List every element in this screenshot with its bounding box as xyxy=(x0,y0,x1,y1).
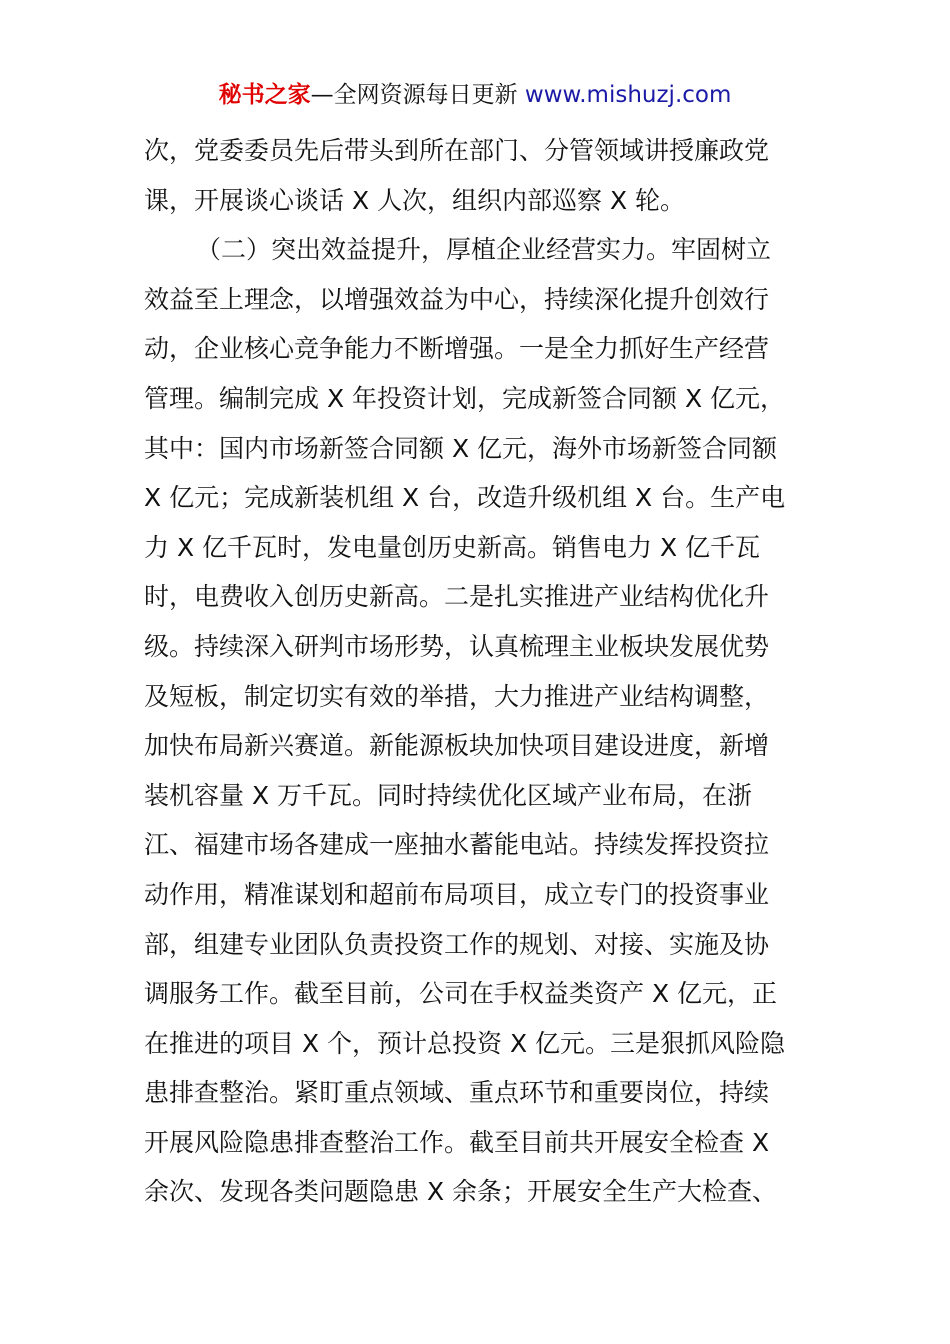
text-line: 余次、发现各类问题隐患 X 余条；开展安全生产大检查、 xyxy=(144,1177,778,1207)
header-tagline: —全网资源每日更新 xyxy=(310,82,518,108)
text-line: X 亿元；完成新装机组 X 台，改造升级机组 X 台。生产电 xyxy=(144,483,786,513)
text-line: 其中：国内市场新签合同额 X 亿元，海外市场新签合同额 xyxy=(144,433,778,463)
brand-name: 秘书之家 xyxy=(218,82,311,108)
page-header xyxy=(0,78,950,112)
text-line: 加快布局新兴赛道。新能源板块加快项目建设进度，新增 xyxy=(144,731,770,761)
document-body xyxy=(144,126,808,1217)
text-line: 调服务工作。截至目前，公司在手权益类资产 X 亿元，正 xyxy=(144,979,778,1009)
text-line: 开展风险隐患排查整治工作。截至目前共开展安全检查 X xyxy=(144,1127,770,1157)
section-heading-line: （二）突出效益提升，厚植企业经营实力。牢固树立 xyxy=(196,235,772,265)
text-line: 管理。编制完成 X 年投资计划，完成新签合同额 X 亿元， xyxy=(144,383,786,413)
text-line: 课，开展谈心谈话 X 人次，组织内部巡察 X 轮。 xyxy=(144,185,686,215)
text-line: 级。持续深入研判市场形势，认真梳理主业板块发展优势 xyxy=(144,631,770,661)
header-url[interactable]: www.mishuzj.com xyxy=(524,82,732,108)
text-line: 患排查整治。紧盯重点领域、重点环节和重要岗位，持续 xyxy=(144,1078,770,1108)
text-line: 次，党委委员先后带头到所在部门、分管领域讲授廉政党 xyxy=(144,136,770,165)
text-line: 动，企业核心竞争能力不断增强。一是全力抓好生产经营 xyxy=(144,334,770,364)
text-line: 效益至上理念，以增强效益为中心，持续深化提升创效行 xyxy=(144,284,770,314)
text-line: 动作用，精准谋划和超前布局项目，成立专门的投资事业 xyxy=(144,879,770,909)
text-line: 装机容量 X 万千瓦。同时持续优化区域产业布局，在浙 xyxy=(144,780,753,810)
text-line: 时，电费收入创历史新高。二是扎实推进产业结构优化升 xyxy=(144,582,770,612)
text-line: 力 X 亿千瓦时，发电量创历史新高。销售电力 X 亿千瓦 xyxy=(144,532,761,562)
text-line: 及短板，制定切实有效的举措，大力推进产业结构调整， xyxy=(144,681,770,711)
text-line: 江、福建市场各建成一座抽水蓄能电站。持续发挥投资拉 xyxy=(144,830,770,860)
text-line: 在推进的项目 X 个，预计总投资 X 亿元。三是狠抓风险隐 xyxy=(144,1028,786,1058)
text-line: 部，组建专业团队负责投资工作的规划、对接、实施及协 xyxy=(144,929,770,959)
